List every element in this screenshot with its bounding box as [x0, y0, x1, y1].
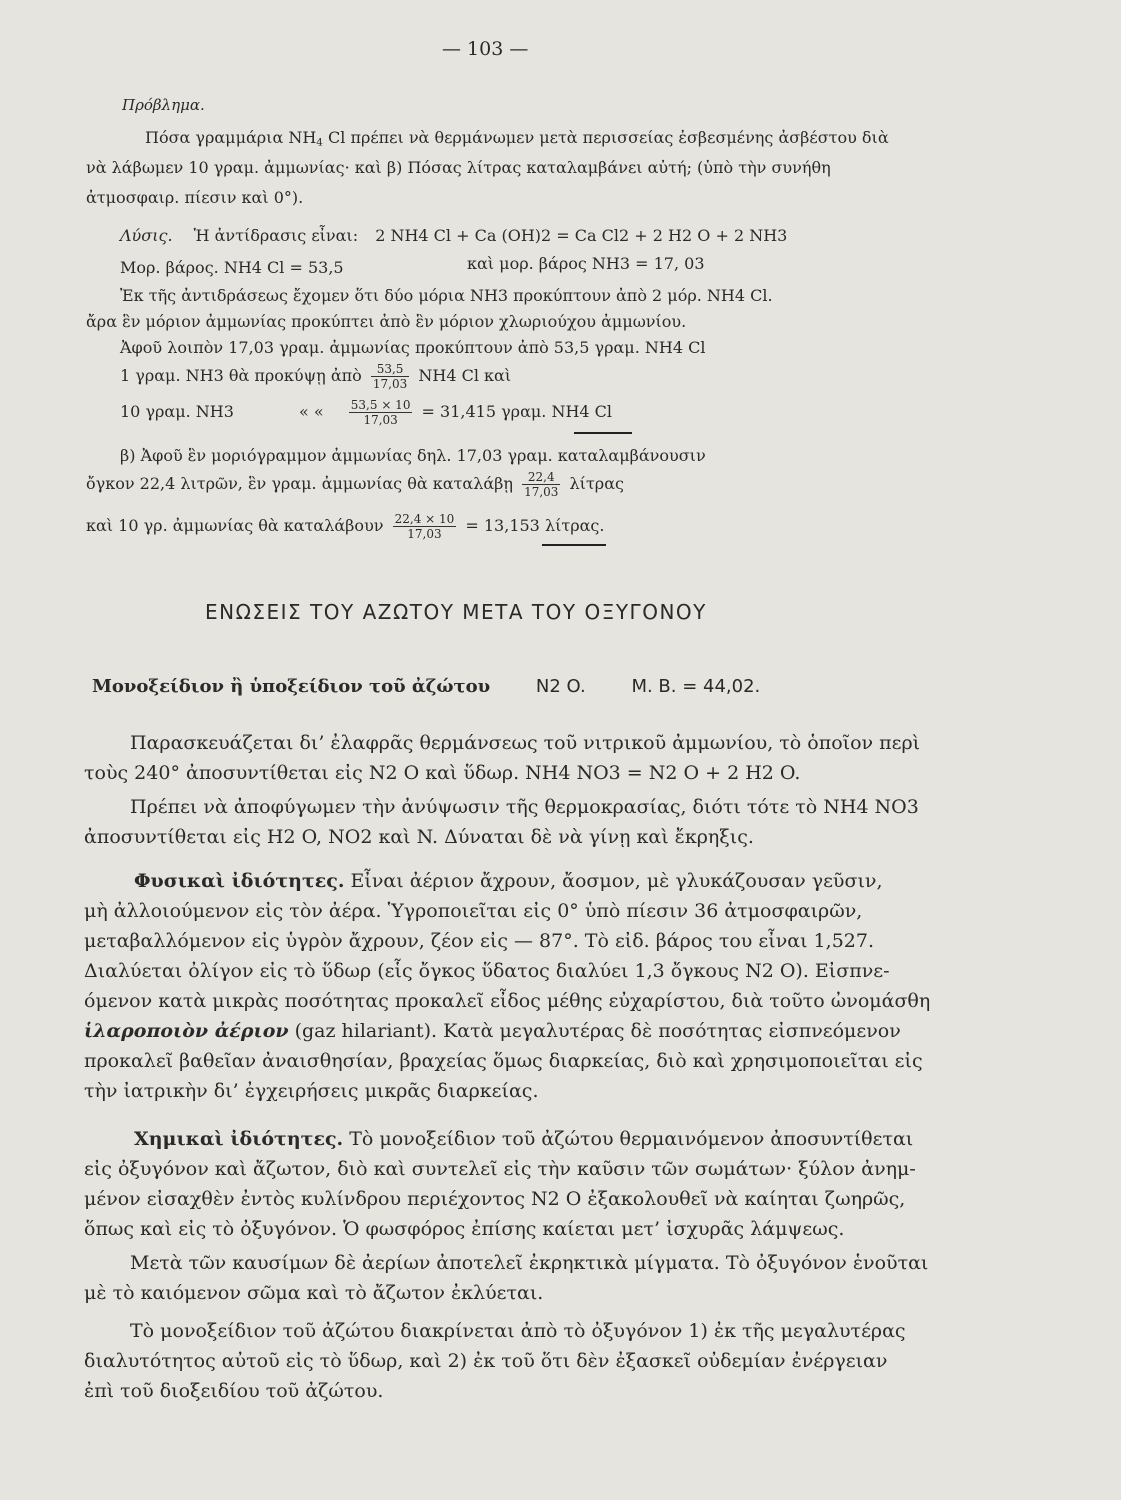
p3-line-6: ἱλαροποιὸν ἀέριον (gaz hilariant). Κατὰ μεγαλυτέρας δὲ ποσότητας εἰσπνεόμενον — [84, 1020, 901, 1042]
p6-line-3: ἐπὶ τοῦ διοξειδίου τοῦ ἀζώτου. — [84, 1380, 384, 1402]
mw-nh3: καὶ μορ. βάρος NH3 = 17, 03 — [467, 254, 705, 273]
section-heading: ΕΝΩΣΕΙΣ ΤΟΥ ΑΖΩΤΟΥ ΜΕΤΑ ΤΟΥ ΟΞΥΓΟΝΟΥ — [205, 600, 707, 624]
solution-line-6: 1 γραμ. NH3 θὰ προκύψῃ ἀπὸ $\frac{53,5}{17,03}$ NH4 Cl καὶ — [120, 362, 512, 391]
p4-line-4: ὅπως καὶ εἰς τὸ ὀξυγόνον. Ὁ φωσφόρος ἐπίσης καίεται μετ’ ἰσχυρᾶς λάμψεως. — [84, 1218, 845, 1240]
reaction-equation: 2 NH4 Cl + Ca (OH)2 = Ca Cl2 + 2 H2 O + 2 NH3 — [375, 226, 788, 245]
solution-line-7: 10 γραμ. NH3 « « $\frac{53,5 \times 10}{17,03}$ = 31,415 γραμ. NH4 Cl — [120, 398, 613, 427]
p3-line-4: Διαλύεται ὀλίγον εἰς τὸ ὕδωρ (εἷς ὄγκος ὕδατος διαλύει 1,3 ὄγκους N2 O). Εἰσπνε- — [84, 960, 890, 982]
problem-label: Πρόβλημα. — [122, 96, 205, 114]
result-underline-1 — [574, 432, 632, 434]
fraction-22-4-over-17-03: $\frac{22,4}{17,03}$ — [524, 470, 559, 499]
problem-line-2: νὰ λάβωμεν 10 γραμ. ἀμμωνίας· καὶ β) Πόσας λίτρας καταλαμβάνει αὐτή; (ὑπὸ τὴν συνήθη — [86, 158, 831, 177]
solution-line-3: Ἐκ τῆς ἀντιδράσεως ἔχομεν ὅτι δύο μόρια NH3 προκύπτουν ἀπὸ 2 μόρ. NH4 Cl. — [120, 286, 773, 305]
p3-line-5: όμενον κατὰ μικρὰς ποσότητας προκαλεῖ εἶδος μέθης εὐχαρίστου, διὰ τοῦτο ὠνομάσθη — [84, 990, 931, 1012]
solution-label: Λύσις. — [120, 226, 173, 245]
p3-line-1: Φυσικαὶ ἰδιότητες. Εἶναι ἀέριον ἄχρουν, ἄοσμον, μὲ γλυκάζουσαν γεῦσιν, — [134, 870, 883, 892]
solution-line-10: καὶ 10 γρ. ἀμμωνίας θὰ καταλάβουν $\frac{22,4 \times 10}{17,03}$ = 13,153 λίτρας. — [86, 512, 605, 541]
chemical-properties-label: Χημικαὶ ἰδιότητες. — [134, 1128, 344, 1150]
p6-line-2: διαλυτότητος αὐτοῦ εἰς τὸ ὕδωρ, καὶ 2) ἐκ τοῦ ὅτι δὲν ἐξασκεῖ οὐδεμίαν ἐνέργειαν — [84, 1350, 888, 1372]
page-number: — 103 — — [442, 38, 529, 60]
p6-line-1: Τὸ μονοξείδιον τοῦ ἀζώτου διακρίνεται ἀπὸ τὸ ὀξυγόνον 1) ἐκ τῆς μεγαλυτέρας — [130, 1320, 906, 1342]
result-underline-2 — [542, 544, 606, 546]
result-31-415: = 31,415 γραμ. NH4 Cl — [421, 402, 613, 421]
problem-line-1: Πόσα γραμμάρια $NH_4$ Cl πρέπει νὰ θερμάνωμεν μετὰ περισσείας ἐσβεσμένης ἀσβέστου διὰ — [145, 128, 889, 149]
mw-nh4cl: Μορ. βάρος. NH4 Cl = 53,5 — [120, 258, 344, 277]
problem-line-3: ἀτμοσφαιρ. πίεσιν καὶ 0°). — [86, 188, 304, 207]
result-13-153: = 13,153 λίτρας. — [465, 516, 605, 535]
p3-line-2: μὴ ἀλλοιούμενον εἰς τὸν ἀέρα. Ὑγροποιεῖται εἰς 0° ὑπὸ πίεσιν 36 ἀτμοσφαιρῶν, — [84, 900, 863, 922]
p3-line-7: προκαλεῖ βαθεῖαν ἀναισθησίαν, βραχείας ὅμως διαρκείας, διὸ καὶ χρησιμοποιεῖται εἰς — [84, 1050, 923, 1072]
fraction-535-over-17-03: $\frac{53,5 \times 10}{17,03}$ — [350, 398, 411, 427]
solution-line-8: β) Ἀφοῦ ἓν μοριόγραμμον ἀμμωνίας δηλ. 17,03 γραμ. καταλαμβάνουσιν — [120, 446, 706, 465]
p3-line-8: τὴν ἰατρικὴν δι’ ἐγχειρήσεις μικρᾶς διαρκείας. — [84, 1080, 539, 1102]
p2-line-2: ἀποσυντίθεται εἰς H2 O, NO2 καὶ N. Δύναται δὲ νὰ γίνῃ καὶ ἔκρηξις. — [84, 826, 754, 848]
p1-line-2: τοὺς 240° ἀποσυντίθεται εἰς N2 O καὶ ὕδωρ. NH4 NO3 = N2 O + 2 H2 O. — [84, 762, 801, 784]
laughing-gas-term: ἱλαροποιὸν ἀέριον — [84, 1020, 289, 1042]
solution-line-4: ἄρα ἓν μόριον ἀμμωνίας προκύπτει ἀπὸ ἓν μόριον χλωριούχου ἀμμωνίου. — [86, 312, 687, 331]
subheading — [92, 676, 760, 697]
p4-line-2: εἰς ὀξυγόνον καὶ ἄζωτον, διὸ καὶ συντελεῖ εἰς τὴν καῦσιν τῶν σωμάτων· ξύλον ἀνημ- — [84, 1158, 916, 1180]
subheading-mw: M. B. = 44,02. — [631, 676, 761, 697]
solution-reaction-line: Λύσις. Ἡ ἀντίδρασις εἶναι: 2 NH4 Cl + Ca (OH)2 = Ca Cl2 + 2 H2 O + 2 NH3 — [120, 226, 788, 245]
p4-line-1: Χημικαὶ ἰδιότητες. Τὸ μονοξείδιον τοῦ ἀζώτου θερμαινόμενον ἀποσυντίθεται — [134, 1128, 914, 1150]
subheading-formula: N2 O. — [535, 676, 586, 697]
p4-line-3: μένον εἰσαχθὲν ἐντὸς κυλίνδρου περιέχοντος N2 O ἐξακολουθεῖ νὰ καίηται ζωηρῶς, — [84, 1188, 906, 1210]
p5-line-2: μὲ τὸ καιόμενον σῶμα καὶ τὸ ἄζωτον ἐκλύεται. — [84, 1282, 544, 1304]
solution-line-9: ὄγκον 22,4 λιτρῶν, ἓν γραμ. ἀμμωνίας θὰ καταλάβῃ $\frac{22,4}{17,03}$ λίτρας — [86, 470, 624, 499]
fraction-53-5-over-17-03: $\frac{53,5}{17,03}$ — [372, 362, 408, 391]
fraction-224-over-17-03: $\frac{22,4 \times 10}{17,03}$ — [394, 512, 455, 541]
p3-line-3: μεταβαλλόμενον εἰς ὑγρὸν ἄχρουν, ζέον εἰς — 87°. Τὸ εἰδ. βάρος του εἶναι 1,527. — [84, 930, 874, 952]
p5-line-1: Μετὰ τῶν καυσίμων δὲ ἀερίων ἀποτελεῖ ἐκρηκτικὰ μίγματα. Τὸ ὀξυγόνον ἑνοῦται — [130, 1252, 929, 1274]
p2-line-1: Πρέπει νὰ ἀποφύγωμεν τὴν ἀνύψωσιν τῆς θερμοκρασίας, διότι τότε τὸ NH4 NO3 — [130, 796, 919, 818]
subheading-title: Μονοξείδιον ἢ ὑποξείδιον τοῦ ἀζώτου — [92, 676, 491, 697]
physical-properties-label: Φυσικαὶ ἰδιότητες. — [134, 870, 345, 892]
p1-line-1: Παρασκευάζεται δι’ ἐλαφρᾶς θερμάνσεως τοῦ νιτρικοῦ ἀμμωνίου, τὸ ὁποῖον περὶ — [130, 732, 921, 754]
solution-line-5: Ἀφοῦ λοιπὸν 17,03 γραμ. ἀμμωνίας προκύπτουν ἀπὸ 53,5 γραμ. NH4 Cl — [120, 338, 706, 357]
